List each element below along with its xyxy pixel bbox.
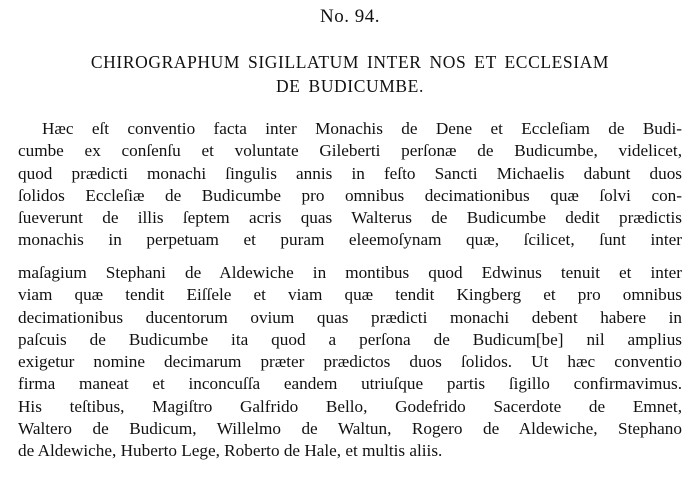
text-line: monachis in perpetuam et puram eleemoſynam quæ, ſcilicet, ſunt inter [18,230,682,250]
text-line: firma maneat et inconcuſſa eandem utriuſque partis ſigillo confirmavimus. [18,374,682,394]
text-line: Waltero de Budicum, Willelmo de Waltun, Rogero de Aldewiche, Stephano [18,419,682,439]
text-line: His teſtibus, Magiſtro Galfrido Bello, Godefrido Sacerdote de Emnet, [18,396,682,416]
text-line: ſolidos Eccleſiæ de Budicumbe pro omnibus decimationibus quæ ſolvi con- [18,185,682,205]
text-line: maſagium Stephani de Aldewiche in montibus quod Edwinus tenuit et inter [18,263,682,282]
title-line: DE BUDICUMBE. [276,76,424,96]
text-line: Hæc eſt conventio facta inter Monachis de Dene et Eccleſiam de Budi- [42,119,682,138]
paragraph-2 [18,262,682,463]
title-line: CHIROGRAPHUM SIGILLATUM INTER NOS ET ECCLESIAM [90,52,610,72]
text-line: ſueverunt de illis ſeptem acris quas Walterus de Budicumbe dedit prædictis [18,208,682,228]
text-line: exigetur nomine decimarum præter prædictos duos ſolidos. Ut hæc conventio [18,352,682,372]
text-line: quod prædicti monachi ſingulis annis in feſto Sancti Michaelis dabunt duos [18,163,682,183]
text-line: decimationibus ducentorum ovium quas prædicti monachi debent habere in [18,307,682,327]
paragraph-1 [18,118,682,252]
document-title [20,50,680,98]
text-line: de Aldewiche, Huberto Lege, Roberto de Hale, et multis aliis. [18,441,443,461]
document-number: No. 94. [320,6,380,27]
text-line: viam quæ tendit Eiſſele et viam quæ tendit Kingberg et pro omnibus [18,285,682,305]
text-line: paſcuis de Budicumbe ita quod a perſona de Budicum[be] nil amplius [18,329,682,349]
text-line: cumbe ex conſenſu et voluntate Gileberti perſonæ de Budicumbe, videlicet, [18,141,682,161]
